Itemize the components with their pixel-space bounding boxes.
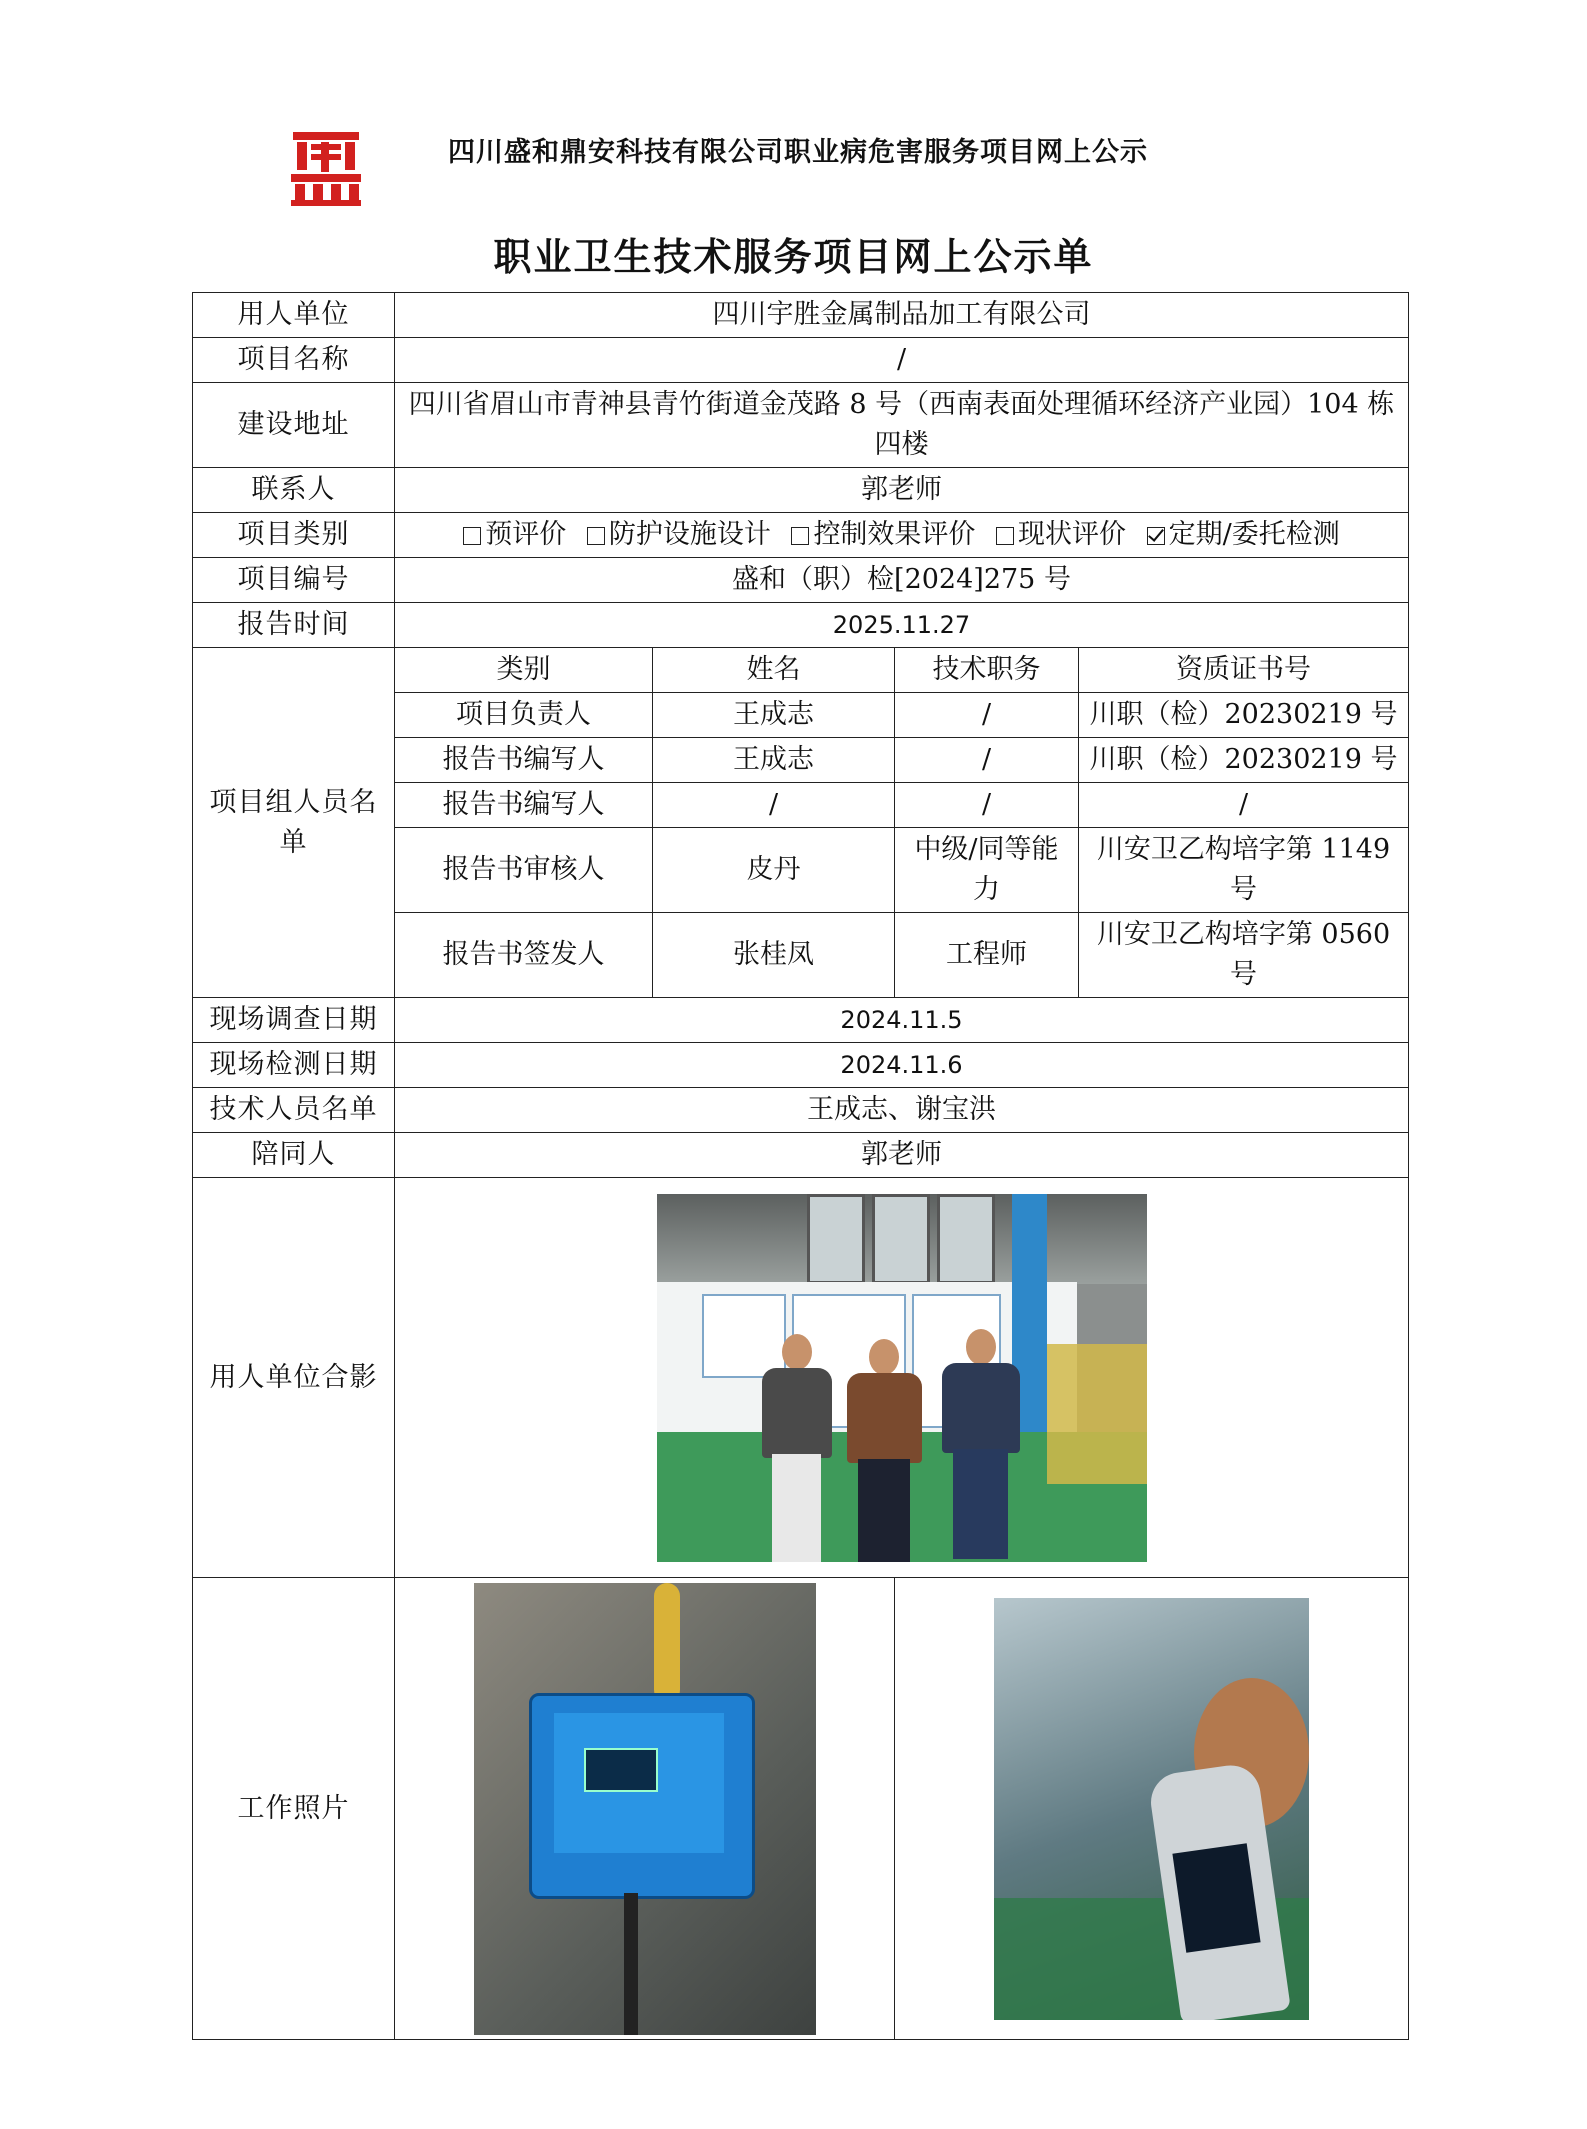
team-title: 中级/同等能力 xyxy=(895,828,1079,913)
employer-row xyxy=(193,293,1409,338)
team-cert: 川安卫乙构培字第 0560 号 xyxy=(1079,913,1409,998)
team-name: 王成志 xyxy=(653,738,895,783)
contact-label: 联系人 xyxy=(193,468,395,513)
project-name-label: 项目名称 xyxy=(193,338,395,383)
company-seal-logo xyxy=(287,128,365,208)
category-option-periodic-testing[interactable] xyxy=(1147,519,1340,550)
document-title: 职业卫生技术服务项目网上公示单 xyxy=(493,234,1094,279)
escort-value: 郭老师 xyxy=(395,1133,1409,1178)
category-option-protection-design[interactable] xyxy=(587,519,771,550)
team-name: 王成志 xyxy=(653,693,895,738)
contact-value: 郭老师 xyxy=(395,468,1409,513)
team-role: 项目负责人 xyxy=(395,693,653,738)
work-photo-label: 工作照片 xyxy=(193,1578,395,2040)
technicians-label: 技术人员名单 xyxy=(193,1088,395,1133)
category-row xyxy=(193,513,1409,558)
team-name: 张桂凤 xyxy=(653,913,895,998)
option-label: 现状评价 xyxy=(1018,519,1127,550)
address-row xyxy=(193,383,1409,468)
survey-date-label: 现场调查日期 xyxy=(193,998,395,1043)
contact-row xyxy=(193,468,1409,513)
team-role: 报告书编写人 xyxy=(395,738,653,783)
report-date-row xyxy=(193,603,1409,648)
team-label: 项目组人员名单 xyxy=(193,648,395,998)
escort-label: 陪同人 xyxy=(193,1133,395,1178)
team-role: 报告书签发人 xyxy=(395,913,653,998)
checkbox-icon xyxy=(996,527,1014,545)
checked-checkbox-icon xyxy=(1147,527,1165,545)
work-photo-cell-2 xyxy=(895,1578,1409,2040)
group-photo-image xyxy=(657,1194,1147,1562)
work-photo-cell-1 xyxy=(395,1578,895,2040)
group-photo-row xyxy=(193,1178,1409,1578)
escort-row xyxy=(193,1133,1409,1178)
option-label: 防护设施设计 xyxy=(608,519,771,550)
team-name: / xyxy=(653,783,895,828)
group-photo-label: 用人单位合影 xyxy=(193,1178,395,1578)
team-title: / xyxy=(895,783,1079,828)
report-date-value: 2025.11.27 xyxy=(395,603,1409,648)
survey-date-value: 2024.11.5 xyxy=(395,998,1409,1043)
team-cert: 川安卫乙构培字第 1149 号 xyxy=(1079,828,1409,913)
option-label: 控制效果评价 xyxy=(813,519,976,550)
team-header-cert: 资质证书号 xyxy=(1079,648,1409,693)
team-header-row xyxy=(193,648,1409,693)
survey-date-row xyxy=(193,998,1409,1043)
report-date-label: 报告时间 xyxy=(193,603,395,648)
project-no-label: 项目编号 xyxy=(193,558,395,603)
category-option-status-evaluation[interactable] xyxy=(996,519,1126,550)
option-label: 定期/委托检测 xyxy=(1168,519,1340,550)
project-name-value: / xyxy=(395,338,1409,383)
team-title: / xyxy=(895,693,1079,738)
category-options xyxy=(395,513,1409,558)
technicians-value: 王成志、谢宝洪 xyxy=(395,1088,1409,1133)
address-value: 四川省眉山市青神县青竹街道金茂路 8 号（西南表面处理循环经济产业园）104 栋四楼 xyxy=(395,383,1409,468)
project-no-row xyxy=(193,558,1409,603)
team-name: 皮丹 xyxy=(653,828,895,913)
company-header-title: 四川盛和鼎安科技有限公司职业病危害服务项目网上公示 xyxy=(448,137,1148,168)
checkbox-icon xyxy=(463,527,481,545)
team-header-name: 姓名 xyxy=(653,648,895,693)
test-date-value: 2024.11.6 xyxy=(395,1043,1409,1088)
sound-level-meter-photo xyxy=(994,1598,1309,2020)
group-photo-cell xyxy=(395,1178,1409,1578)
employer-label: 用人单位 xyxy=(193,293,395,338)
category-option-control-evaluation[interactable] xyxy=(791,519,975,550)
checkbox-icon xyxy=(587,527,605,545)
work-photo-row xyxy=(193,1578,1409,2040)
option-label: 预评价 xyxy=(485,519,567,550)
team-role: 报告书编写人 xyxy=(395,783,653,828)
team-cert: 川职（检）20230219 号 xyxy=(1079,738,1409,783)
employer-value: 四川宇胜金属制品加工有限公司 xyxy=(395,293,1409,338)
team-header-title: 技术职务 xyxy=(895,648,1079,693)
category-label: 项目类别 xyxy=(193,513,395,558)
team-title: 工程师 xyxy=(895,913,1079,998)
team-title: / xyxy=(895,738,1079,783)
address-label: 建设地址 xyxy=(193,383,395,468)
team-cert: / xyxy=(1079,783,1409,828)
technicians-row xyxy=(193,1088,1409,1133)
category-option-pre-evaluation[interactable] xyxy=(463,519,566,550)
project-no-value: 盛和（职）检[2024]275 号 xyxy=(395,558,1409,603)
project-name-row xyxy=(193,338,1409,383)
checkbox-icon xyxy=(791,527,809,545)
disclosure-form-table xyxy=(192,292,1409,2040)
test-date-label: 现场检测日期 xyxy=(193,1043,395,1088)
team-cert: 川职（检）20230219 号 xyxy=(1079,693,1409,738)
air-sampler-photo xyxy=(474,1583,816,2035)
team-header-role: 类别 xyxy=(395,648,653,693)
team-role: 报告书审核人 xyxy=(395,828,653,913)
test-date-row xyxy=(193,1043,1409,1088)
